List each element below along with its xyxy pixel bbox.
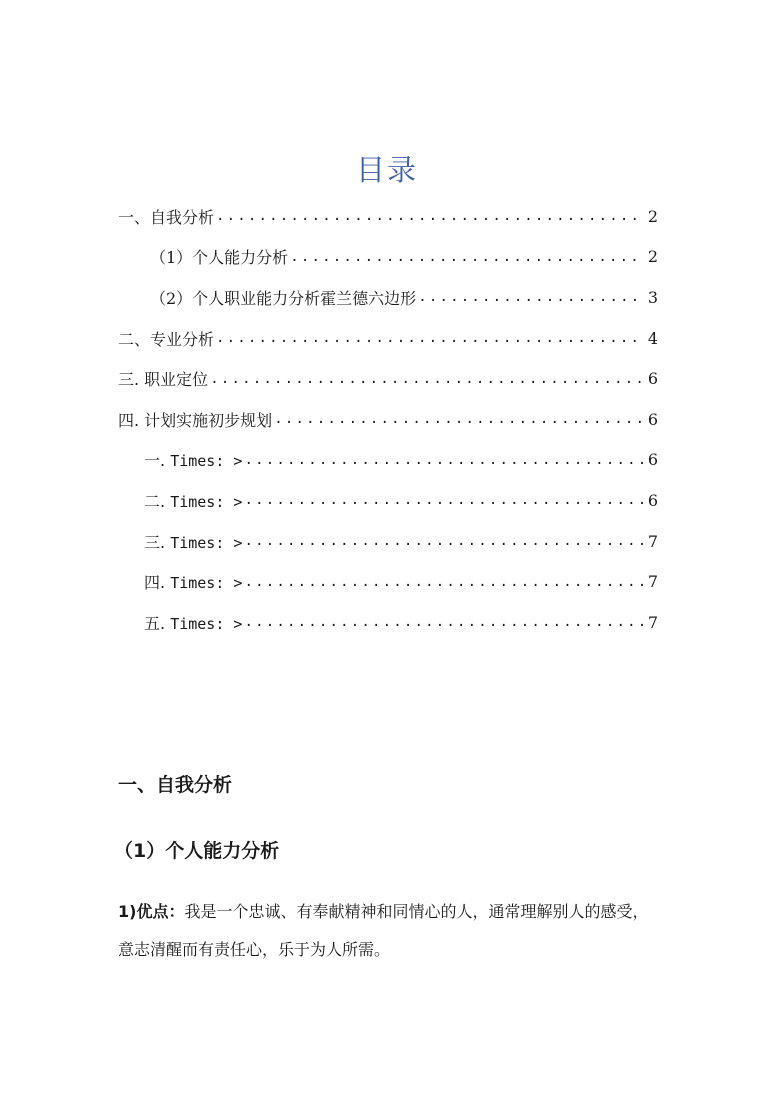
toc-page-number: 6 [647,369,658,389]
toc-entry-major-analysis[interactable] [118,318,658,359]
toc-page-number: 2 [647,206,658,226]
toc-page-number: 7 [647,612,658,632]
toc-entry-label: 四. 计划实施初步规划 [118,408,274,431]
toc-entry-times-4[interactable] [118,561,658,602]
table-of-contents [118,196,658,643]
toc-title: 目录 [355,153,418,187]
toc-entry-ability-analysis[interactable] [118,237,658,278]
toc-entry-label [144,611,244,634]
toc-entry-times-2[interactable] [118,480,658,521]
toc-entry-prefix: 二. [144,491,166,511]
toc-entry-holland-hexagon[interactable] [118,277,658,318]
toc-entry-prefix: 三. [144,532,166,552]
toc-leader-dots [290,249,644,265]
toc-leader-dots [244,533,643,549]
paragraph-lead: 1)优点： [118,902,185,921]
toc-entry-label [144,448,244,471]
toc-entry-text: Times: > [170,533,243,552]
toc-leader-dots [216,208,644,224]
toc-entry-times-5[interactable] [118,602,658,643]
paragraph-text: 我是一个忠诚、有奉献精神和同情心的人，通常理解别人的感受，意志清醒而有责任心，乐于为人所需。 [118,902,649,959]
toc-leader-dots [216,330,644,346]
toc-entry-prefix: 五. [144,613,166,633]
toc-entry-label: （2）个人职业能力分析霍兰德六边形 [150,286,418,309]
toc-entry-text: Times: > [170,574,243,593]
section-heading-self-analysis: 一、自我分析 [118,774,233,796]
toc-page-number: 4 [647,328,658,348]
toc-entry-prefix: 四. [144,573,166,593]
toc-entry-times-1[interactable] [118,440,658,481]
toc-entry-label: 二、专业分析 [118,327,216,350]
toc-entry-text: Times: > [170,614,243,633]
toc-entry-career-positioning[interactable] [118,358,658,399]
toc-page-number: 7 [647,531,658,551]
toc-page-number: 2 [647,247,658,267]
strengths-paragraph [118,893,663,969]
toc-entry-prefix: 一. [144,451,166,471]
toc-entry-label: （1）个人能力分析 [150,245,290,268]
toc-page-number: 6 [647,409,658,429]
toc-page-number: 6 [647,490,658,510]
toc-leader-dots [244,492,643,508]
toc-entry-label: 一、自我分析 [118,205,216,228]
toc-page-number: 7 [647,572,658,592]
toc-leader-dots [210,371,644,387]
toc-entry-label [144,530,244,553]
toc-entry-self-analysis[interactable] [118,196,658,237]
toc-entry-label [144,570,244,593]
toc-page-number: 6 [647,450,658,470]
toc-entry-text: Times: > [170,452,243,471]
toc-entry-label [144,489,244,512]
toc-entry-plan-implementation[interactable] [118,399,658,440]
toc-leader-dots [244,452,643,468]
toc-entry-text: Times: > [170,492,243,511]
toc-page-number: 3 [647,287,658,307]
toc-leader-dots [418,289,644,305]
toc-entry-times-3[interactable] [118,521,658,562]
toc-leader-dots [244,574,643,590]
toc-leader-dots [274,411,644,427]
subsection-heading-ability-analysis: （1）个人能力分析 [114,840,280,862]
toc-leader-dots [244,614,643,630]
toc-entry-label: 三. 职业定位 [118,367,210,390]
